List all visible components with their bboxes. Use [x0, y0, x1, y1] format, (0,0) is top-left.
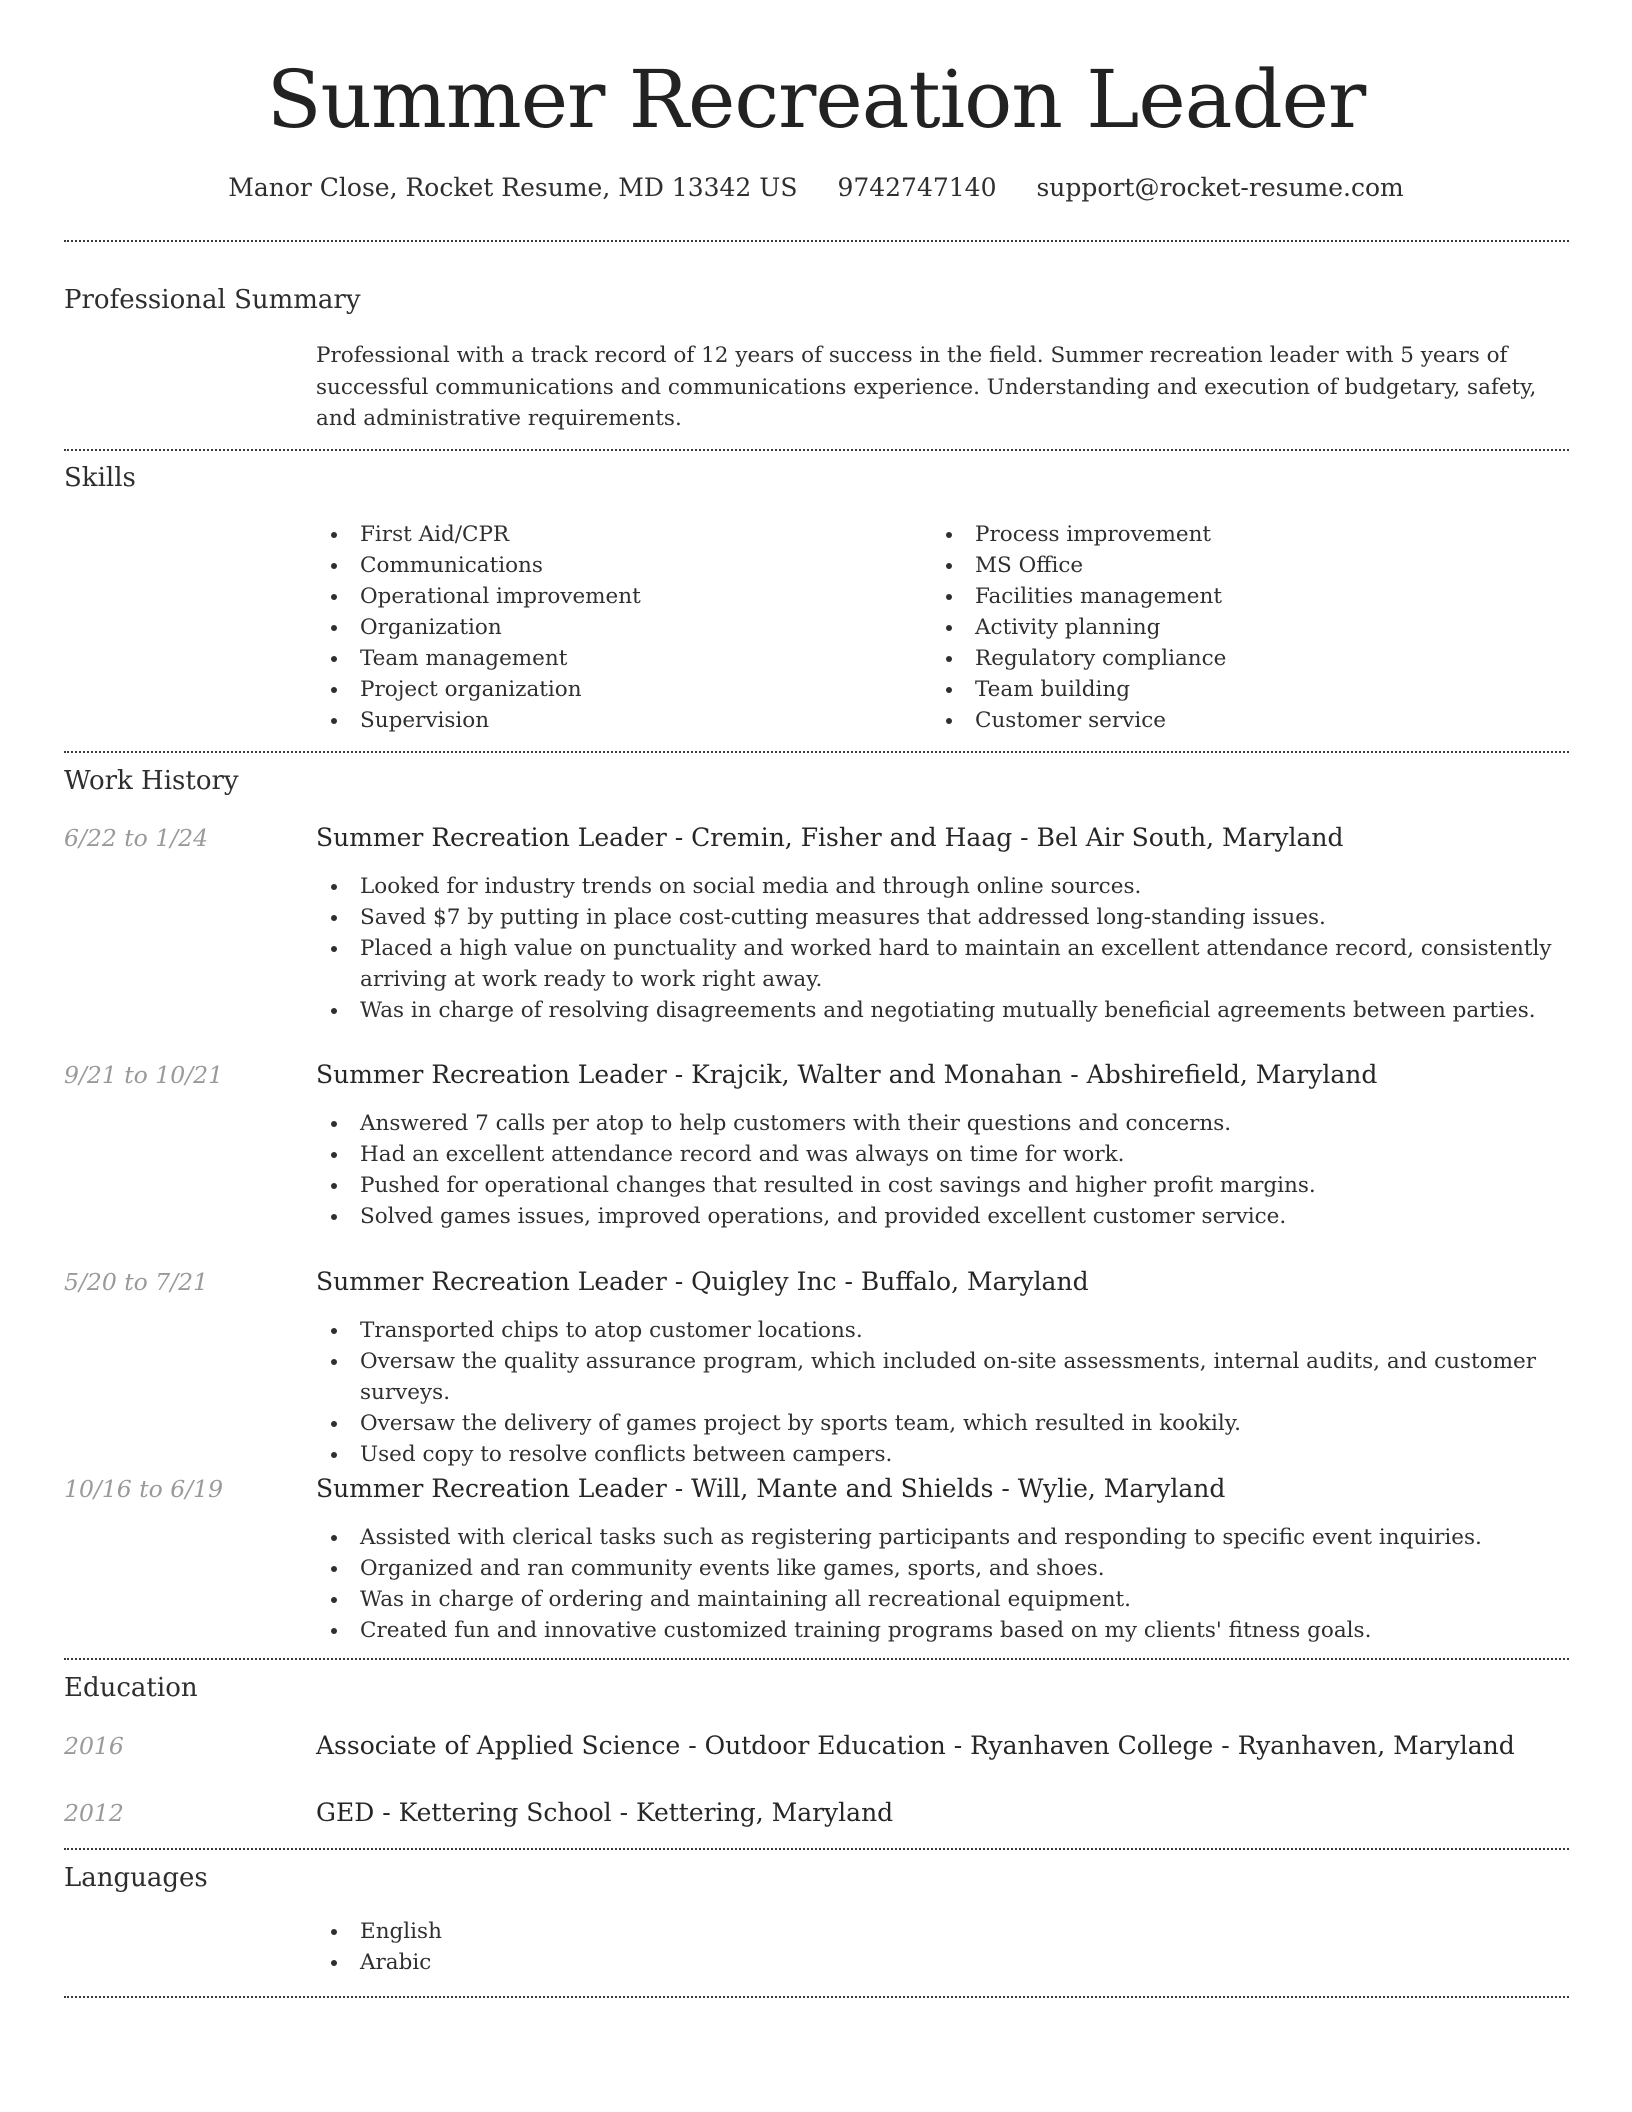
education-year: 2012 — [64, 1799, 124, 1827]
job-bullet: Pushed for operational changes that resulted in cost savings and higher profit margins. — [316, 1170, 1569, 1201]
skill-item: Customer service — [931, 705, 1531, 736]
contact-address: Manor Close, Rocket Resume, MD 13342 US — [228, 173, 798, 202]
job-dates: 6/22 to 1/24 — [64, 824, 209, 852]
contact-line — [0, 172, 1632, 204]
education-year: 2016 — [64, 1732, 124, 1760]
skill-item: Team building — [931, 674, 1531, 705]
job-bullet: Was in charge of ordering and maintaining all recreational equipment. — [316, 1584, 1569, 1615]
skill-item: Supervision — [316, 705, 916, 736]
job-title: Summer Recreation Leader - Quigley Inc - Buffalo, Maryland — [316, 1267, 1089, 1296]
job-bullet: Had an excellent attendance record and was always on time for work. — [316, 1139, 1569, 1170]
section-divider — [64, 1996, 1569, 1998]
language-item: English — [316, 1916, 1569, 1947]
job-title: Summer Recreation Leader - Cremin, Fisher and Haag - Bel Air South, Maryland — [316, 823, 1344, 852]
job-bullet: Was in charge of resolving disagreements and negotiating mutually beneficial agreements between parties. — [316, 995, 1569, 1026]
skills-list-right — [931, 519, 1531, 736]
languages-heading: Languages — [64, 1863, 208, 1893]
job-bullets — [316, 1108, 1569, 1232]
section-divider — [64, 240, 1569, 242]
job-dates: 9/21 to 10/21 — [64, 1061, 224, 1089]
languages-list — [316, 1916, 1569, 1978]
job-bullet: Answered 7 calls per atop to help customers with their questions and concerns. — [316, 1108, 1569, 1139]
skill-item: Process improvement — [931, 519, 1531, 550]
skills-list-left — [316, 519, 916, 736]
skill-item: Team management — [316, 643, 916, 674]
job-bullet: Solved games issues, improved operations, and provided excellent customer service. — [316, 1201, 1569, 1232]
summary-heading: Professional Summary — [64, 285, 361, 315]
job-title: Summer Recreation Leader - Krajcik, Walter and Monahan - Abshirefield, Maryland — [316, 1060, 1378, 1089]
resume-name: Summer Recreation Leader — [266, 53, 1366, 146]
job-bullet: Used copy to resolve conflicts between campers. — [316, 1439, 1569, 1470]
education-detail: GED - Kettering School - Kettering, Maryland — [316, 1798, 894, 1827]
job-bullet: Oversaw the delivery of games project by sports team, which resulted in kookily. — [316, 1408, 1569, 1439]
section-divider — [64, 1848, 1569, 1850]
language-item: Arabic — [316, 1947, 1569, 1978]
skills-heading: Skills — [64, 463, 136, 493]
section-divider — [64, 449, 1569, 451]
job-bullet: Looked for industry trends on social media and through online sources. — [316, 871, 1569, 902]
job-bullet: Created fun and innovative customized training programs based on my clients' fitness goals. — [316, 1615, 1569, 1646]
section-divider — [64, 1658, 1569, 1660]
skill-item: Activity planning — [931, 612, 1531, 643]
education-detail: Associate of Applied Science - Outdoor Education - Ryanhaven College - Ryanhaven, Maryland — [316, 1731, 1515, 1760]
contact-email: support@rocket-resume.com — [1036, 173, 1404, 202]
skill-item: Regulatory compliance — [931, 643, 1531, 674]
skill-item: Operational improvement — [316, 581, 916, 612]
job-bullet: Placed a high value on punctuality and worked hard to maintain an excellent attendance record, consistently arriving at work ready to work right away. — [316, 933, 1569, 995]
job-bullet: Saved $7 by putting in place cost-cutting measures that addressed long-standing issues. — [316, 902, 1569, 933]
job-dates: 10/16 to 6/19 — [64, 1475, 224, 1503]
job-bullet: Assisted with clerical tasks such as registering participants and responding to specific event inquiries. — [316, 1522, 1569, 1553]
skill-item: Facilities management — [931, 581, 1531, 612]
job-bullets — [316, 1315, 1569, 1470]
skill-item: Organization — [316, 612, 916, 643]
skill-item: Communications — [316, 550, 916, 581]
education-heading: Education — [64, 1673, 198, 1703]
job-bullets — [316, 871, 1569, 1026]
job-title: Summer Recreation Leader - Will, Mante and Shields - Wylie, Maryland — [316, 1474, 1226, 1503]
summary-text: Professional with a track record of 12 years of success in the field. Summer recreation leader with 5 years of successful communications and communications experience. Understanding and execution of budgetary, safety, and administrative requirements. — [316, 343, 1537, 431]
section-divider — [64, 751, 1569, 753]
skill-item: Project organization — [316, 674, 916, 705]
skill-item: First Aid/CPR — [316, 519, 916, 550]
work-heading: Work History — [64, 766, 239, 796]
job-bullets — [316, 1522, 1569, 1646]
contact-phone: 9742747140 — [837, 173, 997, 202]
job-dates: 5/20 to 7/21 — [64, 1268, 209, 1296]
job-bullet: Organized and ran community events like games, sports, and shoes. — [316, 1553, 1569, 1584]
skill-item: MS Office — [931, 550, 1531, 581]
job-bullet: Transported chips to atop customer locations. — [316, 1315, 1569, 1346]
job-bullet: Oversaw the quality assurance program, which included on-site assessments, internal audits, and customer surveys. — [316, 1346, 1569, 1408]
